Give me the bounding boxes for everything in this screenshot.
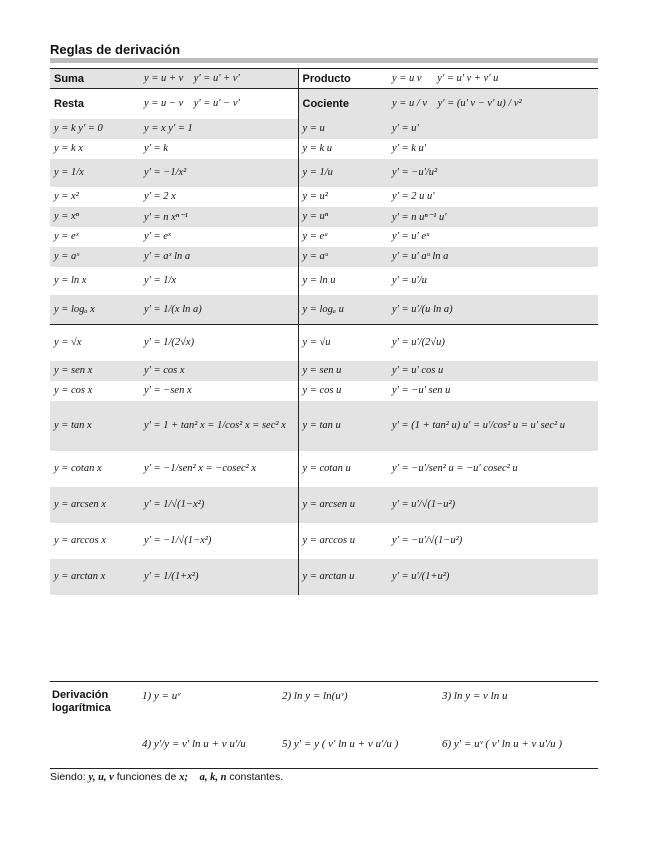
function-x: y = xⁿ — [50, 207, 140, 227]
function-x: y = aˣ — [50, 247, 140, 267]
rule-row — [50, 361, 598, 381]
derivative-x: y = x y' = 1 — [140, 119, 298, 139]
function-u: y = cotan u — [298, 451, 388, 487]
derivative-x: y' = k — [144, 143, 168, 154]
derivative-x: y' = −1/√(1−x²) — [144, 535, 212, 546]
function-u: y = tan u — [298, 401, 388, 451]
function-x: y = arccos x — [54, 535, 106, 546]
rule-row — [50, 523, 598, 559]
footer-note: Siendo: y, u, v funciones de x; a, k, n constantes. — [50, 771, 284, 783]
function-u: y = aᵘ — [298, 247, 388, 267]
derivative-u: y' = u'/(u ln a) — [388, 295, 598, 325]
function-x: y = arcsen x — [50, 487, 140, 523]
function-u: y = u² — [298, 187, 388, 207]
function-u: y = ln u — [298, 267, 388, 295]
derivative-x: y' = −sen x — [144, 385, 192, 396]
derivative-u: y' = u' — [388, 119, 598, 139]
function-u: y = uⁿ — [298, 207, 388, 227]
function-x: y = √x — [50, 325, 140, 361]
function-x: y = 1/x — [50, 159, 140, 187]
function-u: y = sen u — [298, 361, 388, 381]
function-u: y = arctan u — [298, 559, 388, 595]
suma-formula: y = u + v y' = u' + v' — [140, 69, 298, 89]
derivative-u: y' = n uⁿ⁻¹ u' — [388, 207, 598, 227]
derivative-x: y' = 1/(2√x) — [140, 325, 298, 361]
function-x: y = k y' = 0 — [50, 119, 140, 139]
rule-row — [50, 295, 598, 325]
function-u: y = u — [298, 119, 388, 139]
log-formula-2: 2) ln y = ln(uᵛ) — [282, 690, 348, 702]
rule-row — [50, 227, 598, 247]
producto-formula: y = u v y' = u' v + v' u — [388, 69, 598, 89]
function-u: y = cos u — [298, 381, 388, 401]
derivative-x: y' = 1/(1+x²) — [140, 559, 298, 595]
derivative-u: y' = u'/(2√u) — [388, 325, 598, 361]
derivative-u: y' = (1 + tan² u) u' = u'/cos² u = u' sec² u — [388, 401, 598, 451]
derivative-u: y' = u' aᵘ ln a — [388, 247, 598, 267]
derivative-x: y' = −1/x² — [140, 159, 298, 187]
function-x: y = eˣ — [54, 231, 79, 242]
function-x: y = cos x — [54, 385, 93, 396]
cociente-formula: y = u / v y' = (u' v − v' u) / v² — [388, 89, 598, 119]
derivative-u: y' = 2 u u' — [392, 191, 435, 202]
rule-row — [50, 187, 598, 207]
function-x: y = arctan x — [50, 559, 140, 595]
rule-row — [50, 401, 598, 451]
rule-row — [50, 119, 598, 139]
rule-row — [50, 559, 598, 595]
rule-row — [50, 247, 598, 267]
derivative-u: y' = −u'/sen² u = −u' cosec² u — [392, 463, 518, 474]
derivative-u: y' = u' cos u — [388, 361, 598, 381]
log-formula-5: 5) y' = y ( v' ln u + v u'/u ) — [282, 738, 399, 750]
function-u: y = arccos u — [298, 523, 388, 559]
log-formula-4: 4) y'/y = v' ln u + v u'/u — [142, 738, 246, 750]
derivative-x: y' = cos x — [140, 361, 298, 381]
derivative-x: y' = aˣ ln a — [140, 247, 298, 267]
derivative-u: y' = −u'/√(1−u²) — [392, 535, 463, 546]
footer-vars: y, u, v — [88, 772, 114, 783]
rule-row — [50, 451, 598, 487]
page-title: Reglas de derivación — [50, 42, 181, 57]
function-x: y = k x — [54, 143, 83, 154]
rule-row — [50, 207, 598, 227]
derivative-x: y' = 1/√(1−x²) — [140, 487, 298, 523]
derivative-x: y' = −1/sen² x = −cosec² x — [144, 463, 257, 474]
footer-x: x; — [179, 772, 188, 783]
rule-row — [50, 381, 598, 401]
function-x: y = sen x — [50, 361, 140, 381]
resta-label: Resta — [50, 89, 140, 119]
footer-consts: a, k, n — [199, 772, 227, 783]
derivative-u: y' = u'/(1+u²) — [388, 559, 598, 595]
rule-row — [50, 267, 598, 295]
suma-label: Suma — [50, 69, 140, 89]
producto-label: Producto — [298, 69, 388, 89]
cociente-label: Cociente — [298, 89, 388, 119]
derivative-x: y' = 1/x — [144, 275, 177, 286]
derivative-u: y' = u' eᵘ — [392, 231, 430, 242]
function-u: y = eᵘ — [298, 227, 388, 247]
function-u: y = arcsen u — [298, 487, 388, 523]
log-label: Derivación logarítmica — [52, 689, 111, 714]
function-u: y = √u — [298, 325, 388, 361]
derivative-x: y' = eˣ — [144, 231, 171, 242]
rule-row — [50, 139, 598, 159]
rule-row — [50, 487, 598, 523]
log-formula-1: 1) y = uᵛ — [142, 690, 181, 702]
logarithmic-derivation — [50, 681, 598, 769]
resta-formula: y = u − v y' = u' − v' — [140, 89, 298, 119]
function-x: y = cotan x — [54, 463, 102, 474]
derivation-table — [50, 68, 598, 595]
derivative-x: y' = 2 x — [144, 191, 176, 202]
derivative-u: y' = k u' — [392, 143, 427, 154]
function-x: y = x² — [54, 191, 79, 202]
function-x: y = ln x — [54, 275, 87, 286]
derivative-u: y' = u'/u — [392, 275, 427, 286]
function-u: y = 1/u — [298, 159, 388, 187]
derivative-u: y' = −u'/u² — [388, 159, 598, 187]
derivative-x: y' = 1/(x ln a) — [140, 295, 298, 325]
function-x: y = tan x — [50, 401, 140, 451]
rule-row — [50, 325, 598, 361]
log-formula-6: 6) y' = uᵛ ( v' ln u + v u'/u ) — [442, 738, 562, 750]
function-u: y = logₐ u — [298, 295, 388, 325]
function-x: y = logₐ x — [50, 295, 140, 325]
derivative-u: y' = −u' sen u — [392, 385, 451, 396]
title-rule — [50, 58, 598, 63]
derivative-x: y' = 1 + tan² x = 1/cos² x = sec² x — [140, 401, 298, 451]
rule-row — [50, 159, 598, 187]
derivative-x: y' = n xⁿ⁻¹ — [140, 207, 298, 227]
function-u: y = k u — [298, 139, 388, 159]
derivative-u: y' = u'/√(1−u²) — [388, 487, 598, 523]
log-formula-3: 3) ln y = v ln u — [442, 690, 508, 702]
